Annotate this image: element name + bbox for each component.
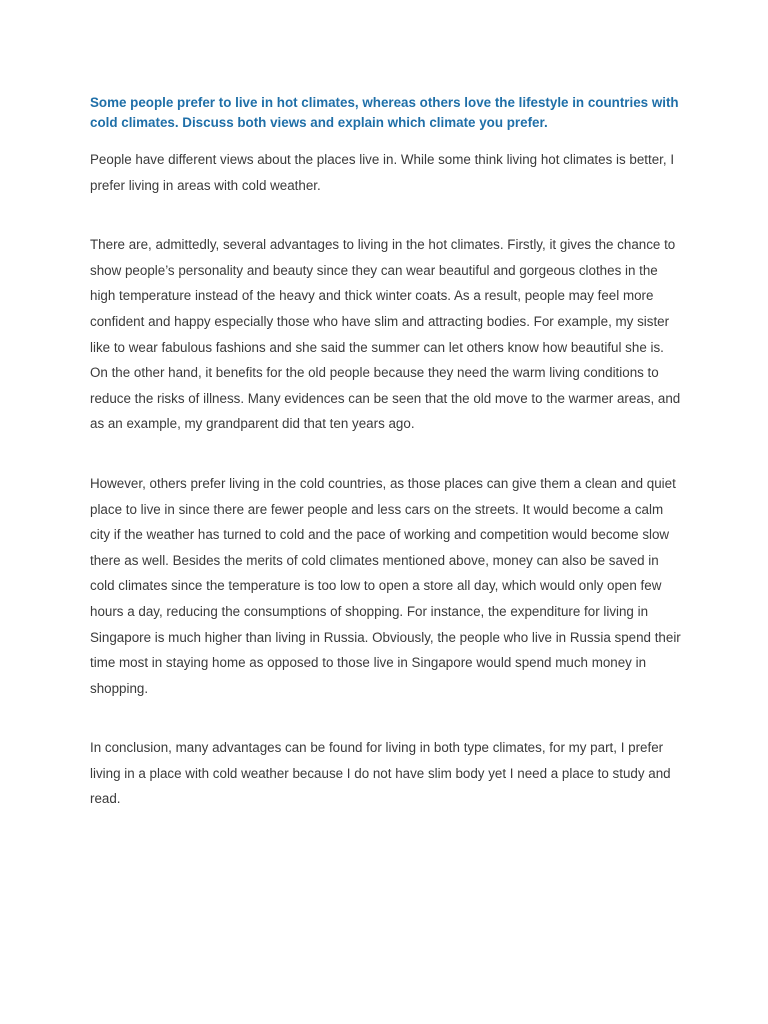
- essay-body: [90, 93, 682, 812]
- paragraph-hot-climates: There are, admittedly, several advantages to living in the hot climates. Firstly, it gives the chance to show people’s personality and beauty since they can wear beautiful and gorgeous clothes in the high temperature instead of the heavy and thick winter coats. As a result, people may feel more confident and happy especially those who have slim and attracting bodies. For example, my sister like to wear fabulous fashions and she said the summer can let others know how beautiful she is. On the other hand, it benefits for the old people because they need the warm living conditions to reduce the risks of illness. Many evidences can be seen that the old move to the warmer areas, and as an example, my grandparent did that ten years ago.: [90, 237, 681, 432]
- paragraph-cold-climates: However, others prefer living in the cold countries, as those places can give them a clean and quiet place to live in since there are fewer people and less cars on the streets. It would become a calm city if the weather has turned to cold and the pace of working and competition would become slow there as well. Besides the merits of cold climates mentioned above, money can also be saved in cold climates since the temperature is too low to open a store all day, which would only open few hours a day, reducing the consumptions of shopping. For instance, the expenditure for living in Singapore is much higher than living in Russia. Obviously, the people who live in Russia spend their time most in staying home as opposed to those live in Singapore would spend much money in shopping.: [90, 475, 681, 696]
- paragraph-introduction: People have different views about the places live in. While some think living hot climates is better, I prefer living in areas with cold weather.: [90, 152, 675, 193]
- essay-prompt: Some people prefer to live in hot climates, whereas others love the lifestyle in countries with cold climates. Discuss both views and explain which climate you prefer.: [90, 95, 679, 130]
- paragraph-conclusion: In conclusion, many advantages can be found for living in both type climates, for my part, I prefer living in a place with cold weather because I do not have slim body yet I need a place to study and read.: [90, 740, 671, 807]
